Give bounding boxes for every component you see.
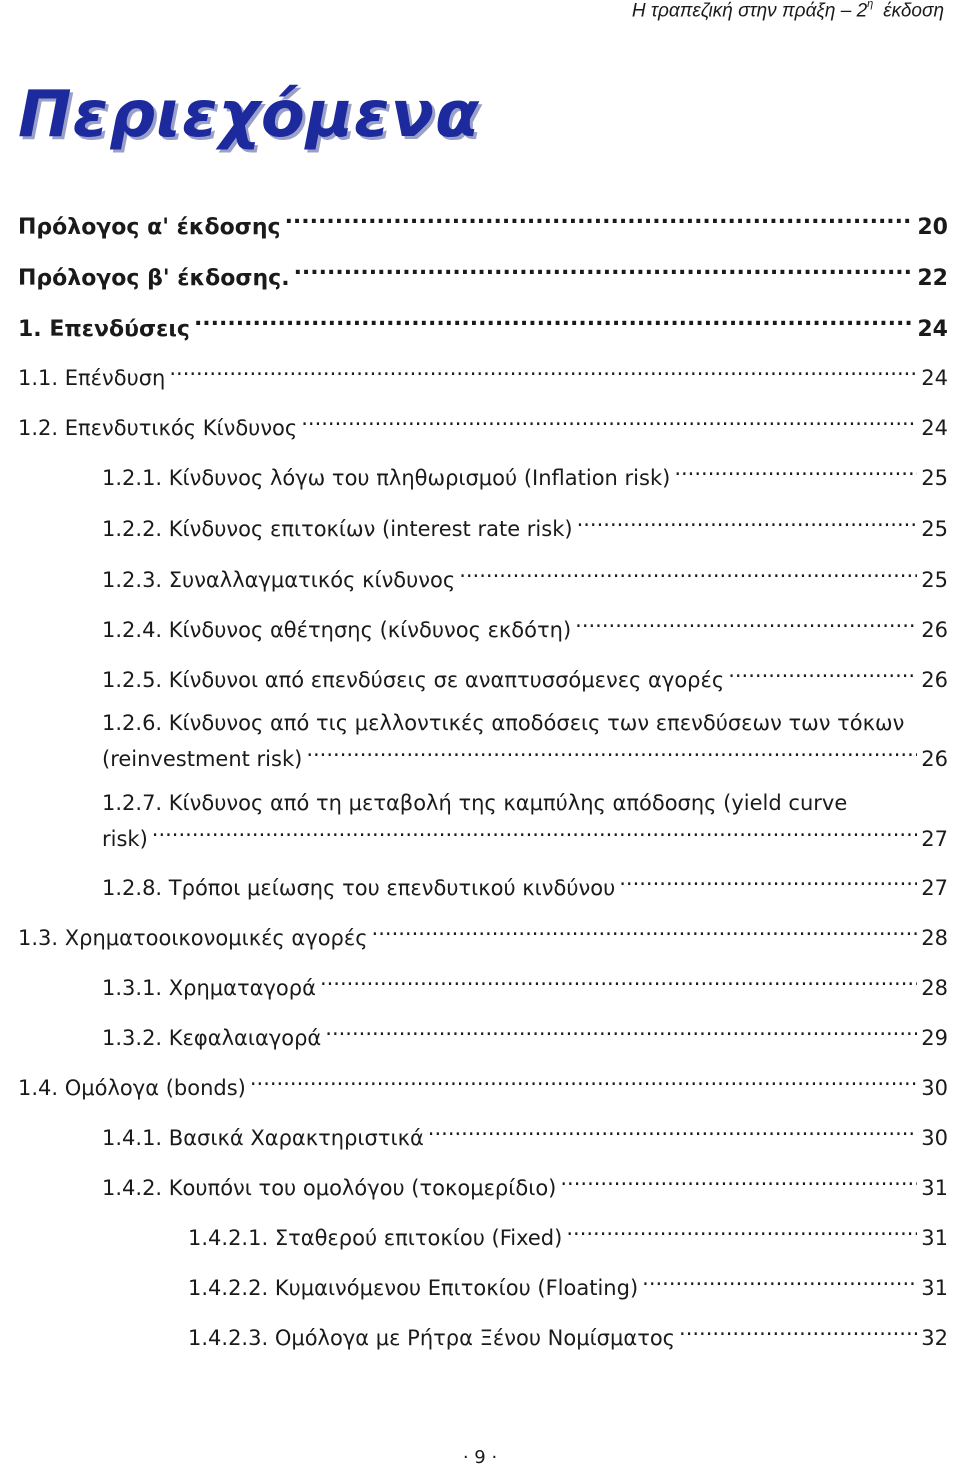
toc-entry-1-2-7[interactable] [102,788,948,853]
toc-entry-preface-a[interactable] [18,206,948,242]
toc-leader-dots [566,1217,917,1245]
toc-entry-1-4-2-2[interactable] [188,1267,948,1302]
toc-entry-1-2-3[interactable] [102,559,948,594]
toc-entry-label-line1: 1.2.7. Κίνδυνος από τη μεταβολή της καμπύλης απόδοσης (yield curve [102,791,848,815]
toc-entry-label-line2: (reinvestment risk) [102,747,303,771]
toc-entry-label: 1.4.2.2. Κυμαινόμενου Επιτοκίου (Floating) [188,1276,639,1300]
toc-leader-dots [674,457,917,485]
toc-entry-page: 31 [921,1276,948,1300]
toc-leader-dots [428,1117,917,1145]
toc-entry-1-4-2-3[interactable] [188,1317,948,1352]
toc-entry-label: 1.3. Χρηματοοικονομικές αγορές [18,926,368,950]
toc-entry-page: 22 [917,266,948,291]
toc-entry-label: 1.2.2. Κίνδυνος επιτοκίων (interest rate risk) [102,517,573,541]
toc-leader-dots [306,738,917,766]
toc-entry-1-3-1[interactable] [102,967,948,1002]
toc-entry-page: 25 [921,568,948,592]
toc-entry-second-line [102,738,948,773]
toc-entry-1-2-8[interactable] [102,867,948,902]
toc-entry-page: 26 [921,668,948,692]
toc-entry-label: 1.2.3. Συναλλαγματικός κίνδυνος [102,568,456,592]
toc-entry-label: Πρόλογος α' έκδοσης [18,215,281,240]
toc-entry-page: 27 [921,827,948,851]
toc-entry-label: 1.2.1. Κίνδυνος λόγω του πληθωρισμού (Inflation risk) [102,466,671,490]
toc-entry-label: 1.1. Επένδυση [18,366,166,390]
toc-leader-dots [642,1267,917,1295]
toc-entry-1-2-4[interactable] [102,609,948,644]
toc-entry-page: 30 [921,1076,948,1100]
toc-entry-page: 25 [921,466,948,490]
toc-entry-1-2-2[interactable] [102,508,948,543]
toc-entry-1-4-1[interactable] [102,1117,948,1152]
toc-entry-page: 27 [921,876,948,900]
toc-entry-1-2-5[interactable] [102,659,948,694]
toc-entry-page: 31 [921,1226,948,1250]
toc-entry-page: 24 [921,366,948,390]
running-header-title: Η τραπεζική στην πράξη – 2 [631,0,868,22]
toc-leader-dots [301,407,917,435]
page-title: Περιεχόμενα [18,78,481,152]
toc-entry-page: 28 [921,926,948,950]
toc-leader-dots [372,917,918,945]
toc-entry-1-4-2-1[interactable] [188,1217,948,1252]
toc-leader-dots [679,1317,917,1345]
toc-entry-page: 24 [921,416,948,440]
toc-leader-dots [575,609,917,637]
toc-leader-dots [194,308,913,336]
toc-entry-label: 1.2.8. Τρόποι μείωσης του επενδυτικού κινδύνου [102,876,616,900]
toc-entry-page: 29 [921,1026,948,1050]
toc-entry-page: 30 [921,1126,948,1150]
toc-leader-dots [325,1017,917,1045]
toc-entry-label: 1.3.2. Κεφαλαιαγορά [102,1026,322,1050]
toc-entry-label: 1.2.4. Κίνδυνος αθέτησης (κίνδυνος εκδότη) [102,618,572,642]
toc-leader-dots [169,357,917,385]
toc-entry-page: 25 [921,517,948,541]
toc-entry-1-4[interactable] [18,1067,948,1102]
toc-entry-1-4-2[interactable] [102,1167,948,1202]
toc-entry-preface-b[interactable] [18,257,948,293]
toc-entry-label-line2: risk) [102,827,148,851]
toc-entry-1-2[interactable] [18,407,948,442]
toc-leader-dots [250,1067,917,1095]
toc-entry-label: Πρόλογος β' έκδοσης. [18,266,290,291]
toc-entry-label: 1. Επενδύσεις [18,317,190,342]
toc-entry-second-line [102,818,948,853]
toc-entry-label-line1: 1.2.6. Κίνδυνος από τις μελλοντικές αποδόσεις των επενδύσεων των τόκων [102,711,905,735]
toc-entry-page: 20 [917,215,948,240]
toc-leader-dots [285,206,914,234]
toc-entry-label: 1.2. Επενδυτικός Κίνδυνος [18,416,298,440]
running-header-edition: έκδοση [883,0,944,22]
page-number: · 9 · [462,1447,498,1468]
toc-leader-dots [560,1167,917,1195]
toc-leader-dots [294,257,914,285]
toc-entry-1-1[interactable] [18,357,948,392]
toc-entry-label: 1.2.5. Κίνδυνοι από επενδύσεις σε αναπτυσσόμενες αγορές [102,668,725,692]
running-header-superscript: η [867,0,874,10]
toc-entry-page: 31 [921,1176,948,1200]
toc-leader-dots [152,818,918,846]
toc-entry-chapter-1[interactable] [18,308,948,344]
toc-leader-dots [459,559,917,587]
toc-entry-page: 32 [921,1326,948,1350]
toc-leader-dots [728,659,917,687]
toc-entry-label: 1.4. Ομόλογα (bonds) [18,1076,246,1100]
toc-leader-dots [619,867,917,895]
toc-entry-1-3[interactable] [18,917,948,952]
toc-entry-page: 26 [921,618,948,642]
toc-entry-label: 1.4.1. Βασικά Χαρακτηριστικά [102,1126,424,1150]
toc-entry-label: 1.4.2.1. Σταθερού επιτοκίου (Fixed) [188,1226,563,1250]
running-header [632,0,944,22]
toc-entry-label: 1.4.2. Κουπόνι του ομολόγου (τοκομερίδιο) [102,1176,557,1200]
toc-entry-1-2-1[interactable] [102,457,948,492]
toc-entry-1-3-2[interactable] [102,1017,948,1052]
toc-entry-label: 1.3.1. Χρηματαγορά [102,976,316,1000]
toc-entry-1-2-6[interactable] [102,708,948,773]
toc-entry-page: 28 [921,976,948,1000]
toc-entry-page: 26 [921,747,948,771]
toc-entry-label: 1.4.2.3. Ομόλογα με Ρήτρα Ξένου Νομίσματος [188,1326,676,1350]
toc-leader-dots [577,508,918,536]
toc-entry-page: 24 [917,317,948,342]
toc-leader-dots [320,967,917,995]
